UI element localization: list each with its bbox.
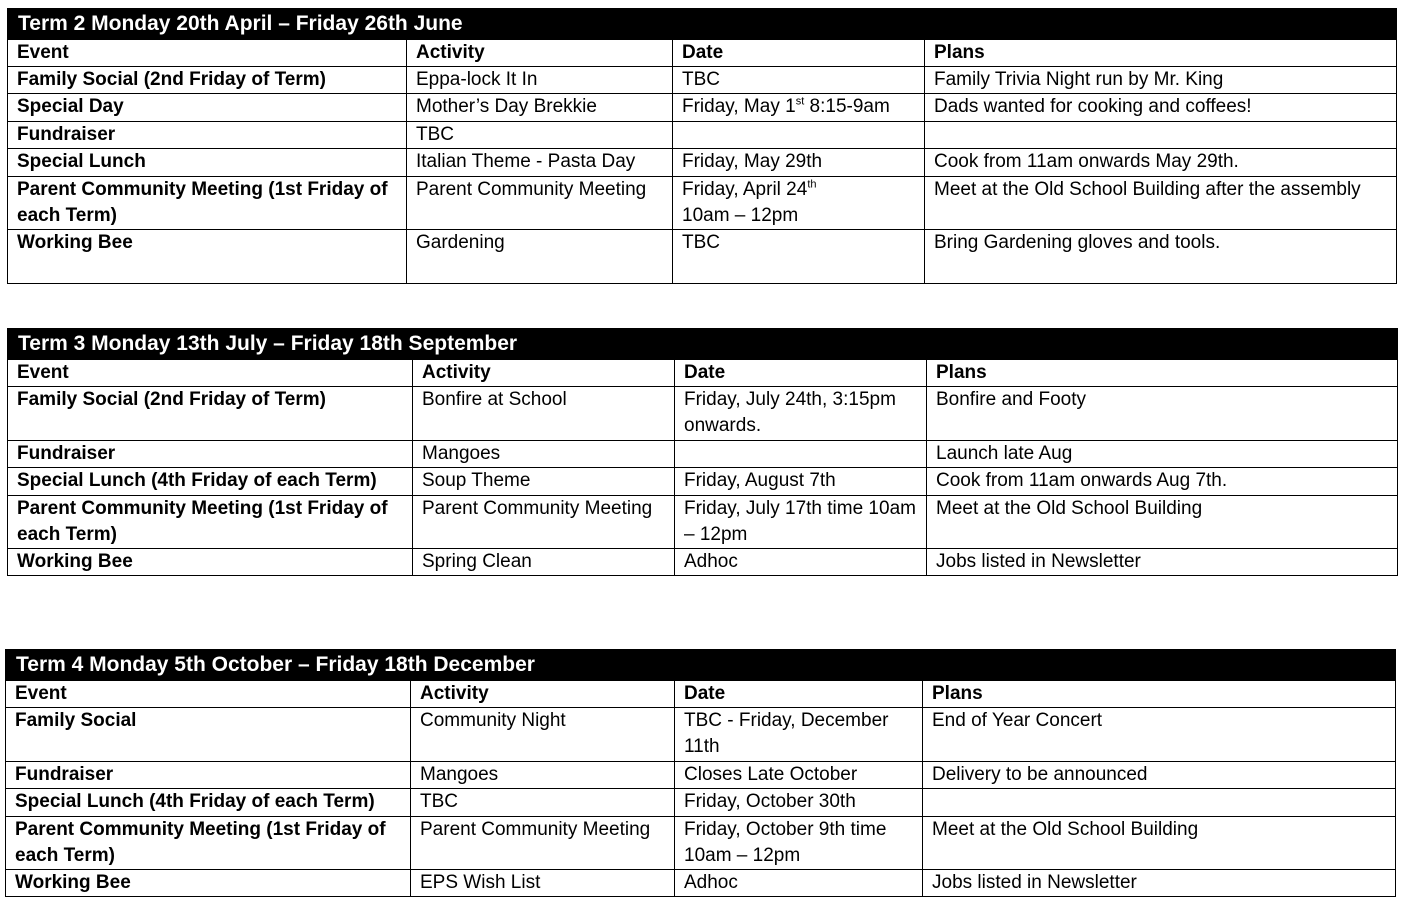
event-column-header: Event xyxy=(8,360,413,387)
date-cell: Adhoc xyxy=(675,870,923,897)
activity-cell: TBC xyxy=(411,789,675,817)
date-cell xyxy=(673,122,925,149)
activity-cell: Soup Theme xyxy=(413,468,675,496)
term2-column-headers xyxy=(8,40,1397,67)
table-row xyxy=(8,149,1397,177)
date-cell: Friday, May 29th xyxy=(673,149,925,177)
activity-cell: Parent Community Meeting xyxy=(413,496,675,549)
term2-table xyxy=(7,8,1397,284)
plans-cell: End of Year Concert xyxy=(923,708,1396,762)
event-cell: Special Day xyxy=(8,94,407,122)
activity-cell: Italian Theme - Pasta Day xyxy=(407,149,673,177)
date-cell: Closes Late October xyxy=(675,762,923,789)
date-column-header: Date xyxy=(675,360,927,387)
activity-column-header: Activity xyxy=(411,681,675,708)
table-row xyxy=(8,496,1398,549)
plans-cell: Bonfire and Footy xyxy=(927,387,1398,441)
term4-table xyxy=(5,649,1396,897)
activity-cell: Parent Community Meeting xyxy=(411,817,675,870)
plans-cell: Bring Gardening gloves and tools. xyxy=(925,230,1397,284)
table-row xyxy=(6,708,1396,762)
activity-cell: Spring Clean xyxy=(413,549,675,576)
table-row xyxy=(8,441,1398,468)
activity-cell: Gardening xyxy=(407,230,673,284)
table-row xyxy=(8,468,1398,496)
table-row xyxy=(6,870,1396,897)
term3-table xyxy=(7,328,1398,576)
term3-column-headers xyxy=(8,360,1398,387)
date-time: 8:15-9am xyxy=(804,96,890,117)
term4-column-headers xyxy=(6,681,1396,708)
table-row xyxy=(6,789,1396,817)
event-cell: Working Bee xyxy=(8,230,407,284)
plans-cell: Jobs listed in Newsletter xyxy=(927,549,1398,576)
plans-cell: Delivery to be announced xyxy=(923,762,1396,789)
activity-cell: Mangoes xyxy=(413,441,675,468)
event-cell: Fundraiser xyxy=(6,762,411,789)
plans-cell xyxy=(925,122,1397,149)
plans-cell xyxy=(923,789,1396,817)
activity-cell: EPS Wish List xyxy=(411,870,675,897)
table-row xyxy=(6,817,1396,870)
plans-cell: Cook from 11am onwards Aug 7th. xyxy=(927,468,1398,496)
event-cell: Special Lunch (4th Friday of each Term) xyxy=(8,468,413,496)
date-cell xyxy=(675,441,927,468)
activity-cell: Parent Community Meeting xyxy=(407,177,673,230)
table-row xyxy=(8,549,1398,576)
table-row xyxy=(6,762,1396,789)
event-cell: Parent Community Meeting (1st Friday of each Term) xyxy=(6,817,411,870)
date-cell: TBC xyxy=(673,67,925,94)
event-column-header: Event xyxy=(6,681,411,708)
date-cell: Friday, October 9th time 10am – 12pm xyxy=(675,817,923,870)
table-row xyxy=(8,230,1397,284)
date-text: Friday, April 24 xyxy=(682,179,808,200)
activity-cell: Bonfire at School xyxy=(413,387,675,441)
plans-cell: Meet at the Old School Building after the assembly xyxy=(925,177,1397,230)
date-ordinal-suffix: st xyxy=(795,95,805,108)
plans-cell: Family Trivia Night run by Mr. King xyxy=(925,67,1397,94)
plans-column-header: Plans xyxy=(927,360,1398,387)
activity-cell: Mother’s Day Brekkie xyxy=(407,94,673,122)
activity-column-header: Activity xyxy=(413,360,675,387)
date-cell xyxy=(673,177,925,230)
date-cell: Adhoc xyxy=(675,549,927,576)
date-cell: Friday, August 7th xyxy=(675,468,927,496)
event-cell: Special Lunch xyxy=(8,149,407,177)
event-cell: Special Lunch (4th Friday of each Term) xyxy=(6,789,411,817)
activity-cell: TBC xyxy=(407,122,673,149)
plans-cell: Cook from 11am onwards May 29th. xyxy=(925,149,1397,177)
date-ordinal-suffix: th xyxy=(807,178,817,191)
event-column-header: Event xyxy=(8,40,407,67)
date-cell: Friday, July 24th, 3:15pm onwards. xyxy=(675,387,927,441)
plans-column-header: Plans xyxy=(923,681,1396,708)
event-cell: Family Social (2nd Friday of Term) xyxy=(8,67,407,94)
date-cell: Friday, July 17th time 10am – 12pm xyxy=(675,496,927,549)
term4-title: Term 4 Monday 5th October – Friday 18th December xyxy=(6,650,1396,681)
date-text: Friday, May 1 xyxy=(682,96,796,117)
date-cell: TBC - Friday, December 11th xyxy=(675,708,923,762)
event-cell: Working Bee xyxy=(8,549,413,576)
table-row xyxy=(8,387,1398,441)
plans-cell: Jobs listed in Newsletter xyxy=(923,870,1396,897)
event-cell: Fundraiser xyxy=(8,122,407,149)
event-cell: Parent Community Meeting (1st Friday of each Term) xyxy=(8,496,413,549)
date-cell xyxy=(673,94,925,122)
event-cell: Fundraiser xyxy=(8,441,413,468)
table-row xyxy=(8,94,1397,122)
term2-title: Term 2 Monday 20th April – Friday 26th June xyxy=(8,9,1397,40)
plans-cell: Launch late Aug xyxy=(927,441,1398,468)
table-row xyxy=(8,177,1397,230)
activity-cell: Mangoes xyxy=(411,762,675,789)
date-column-header: Date xyxy=(675,681,923,708)
event-cell: Parent Community Meeting (1st Friday of each Term) xyxy=(8,177,407,230)
plans-cell: Meet at the Old School Building xyxy=(927,496,1398,549)
activity-cell: Eppa-lock It In xyxy=(407,67,673,94)
date-time: 10am – 12pm xyxy=(682,205,799,226)
date-cell: TBC xyxy=(673,230,925,284)
event-cell: Family Social (2nd Friday of Term) xyxy=(8,387,413,441)
activity-column-header: Activity xyxy=(407,40,673,67)
table-row xyxy=(8,122,1397,149)
date-cell: Friday, October 30th xyxy=(675,789,923,817)
activity-cell: Community Night xyxy=(411,708,675,762)
table-row xyxy=(8,67,1397,94)
plans-cell: Dads wanted for cooking and coffees! xyxy=(925,94,1397,122)
date-column-header: Date xyxy=(673,40,925,67)
event-cell: Working Bee xyxy=(6,870,411,897)
event-cell: Family Social xyxy=(6,708,411,762)
plans-column-header: Plans xyxy=(925,40,1397,67)
term3-title: Term 3 Monday 13th July – Friday 18th September xyxy=(8,329,1398,360)
plans-cell: Meet at the Old School Building xyxy=(923,817,1396,870)
